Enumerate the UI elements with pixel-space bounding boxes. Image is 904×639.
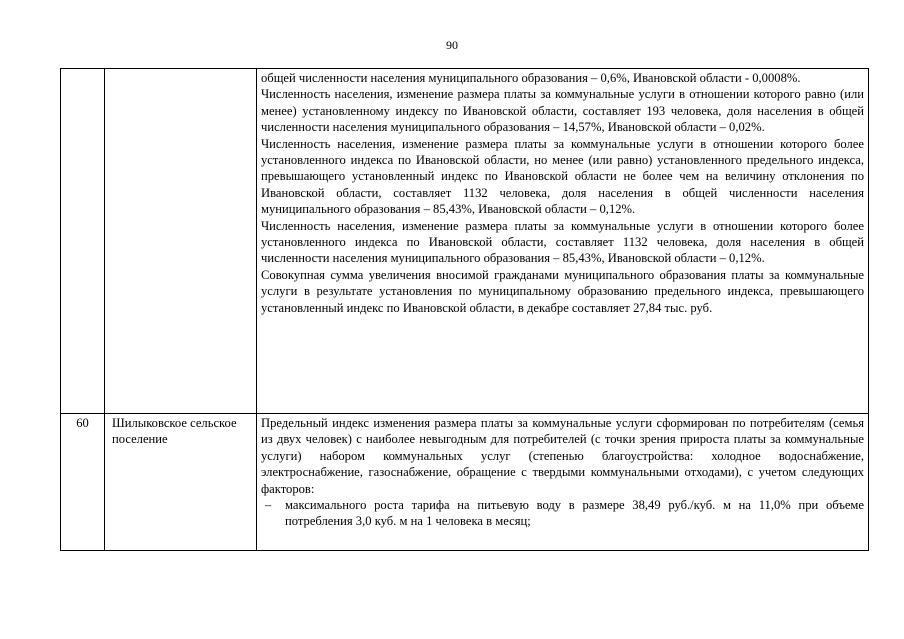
paragraph: Численность населения, изменение размера платы за коммунальные услуги в отношении которого равно (или менее) установленному индексу по Ивановской области, составляет 193 человека, доля населения в общей численности населения муниципального образования – 14,57%, Ивановской области – 0,02%. xyxy=(261,87,864,135)
bullet-text: максимального роста тарифа на питьевую воду в размере 38,49 руб./куб. м на 11,0% при объеме потребления 3,0 куб. м на 1 человека в месяц; xyxy=(285,498,864,529)
description-cell xyxy=(257,414,869,551)
description-cell xyxy=(257,69,869,414)
row-number-cell xyxy=(61,69,105,414)
row-number-cell: 60 xyxy=(61,414,105,551)
table-row xyxy=(61,69,869,414)
bullet-dash: – xyxy=(265,498,272,513)
document-table xyxy=(60,68,869,551)
page-number: 90 xyxy=(446,38,458,52)
municipality-name-cell: Шилыковское сельское поселение xyxy=(105,414,257,551)
table-row xyxy=(61,414,869,551)
paragraph: общей численности населения муниципального образования – 0,6%, Ивановской области - 0,0008%. xyxy=(261,71,801,85)
municipality-name-cell xyxy=(105,69,257,414)
paragraph: Совокупная сумма увеличения вносимой гражданами муниципального образования платы за коммунальные услуги в результате установления по муниципальному образованию предельного индекса, превышающего установленный индекс по Ивановской области, в декабре составляет 27,84 тыс. руб. xyxy=(261,267,864,315)
paragraph: Предельный индекс изменения размера платы за коммунальные услуги сформирован по потребителям (семья из двух человек) с наиболее невыгодным для потребителей (с точки зрения прироста платы за коммунальные услуги) набором коммунальных услуг (степенью благоустройства: холодное водоснабжение, электроснабжение, газоснабжение, обращение с твердыми коммунальными отходами), с учетом следующих факторов: xyxy=(261,416,864,496)
paragraph: Численность населения, изменение размера платы за коммунальные услуги в отношении которого более установленного индекса по Ивановской области, но менее (или равно) установленного предельного индекса, превышающего установленный индекс по Ивановской области не более чем на величину отклонения по Ивановской области, составляет 1132 человека, доля населения в общей численности населения муниципального образования – 85,43%, Ивановской области – 0,12%. xyxy=(261,136,864,217)
bullet-item xyxy=(261,497,864,530)
paragraph: Численность населения, изменение размера платы за коммунальные услуги в отношении которого более установленного индекса по Ивановской области, составляет 1132 человека, доля населения в общей численности населения муниципального образования – 85,43%, Ивановской области – 0,12%. xyxy=(261,218,864,266)
